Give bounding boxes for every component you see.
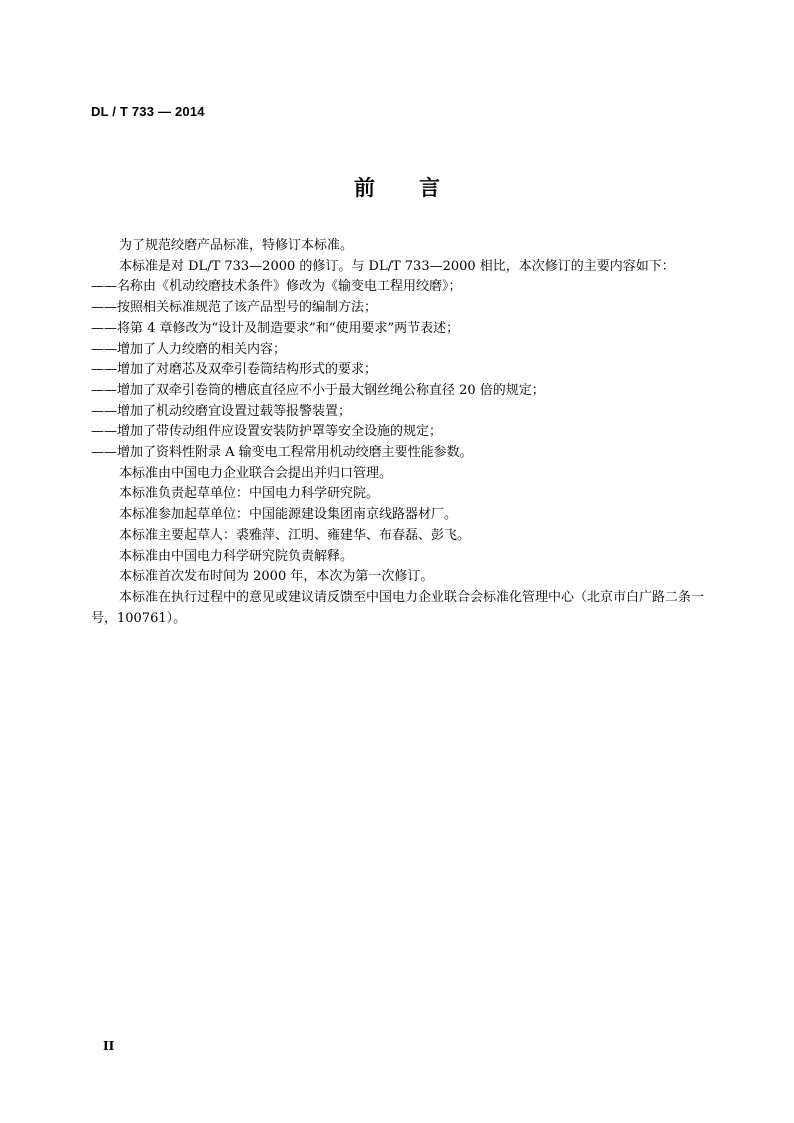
statement-line: 本标准参加起草单位：中国能源建设集团南京线路器材厂。 (119, 507, 458, 523)
change-item: ——增加了双牵引卷筒的槽底直径应不小于最大钢丝绳公称直径 20 倍的规定； (91, 382, 545, 398)
change-item: ——增加了资料性附录 A 输变电工程常用机动绞磨主要性能参数。 (91, 445, 473, 461)
statement-line: 本标准由中国电力企业联合会提出并归口管理。 (119, 465, 393, 481)
page-number: II (103, 1039, 115, 1053)
statement-line: 本标准首次发布时间为 2000 年，本次为第一次修订。 (119, 569, 434, 585)
foreword-body (91, 236, 717, 629)
statement-line: 本标准主要起草人：裘雅萍、江明、雍建华、布春磊、彭飞。 (119, 527, 471, 543)
change-item: ——增加了带传动组件应设置安装防护罩等安全设施的规定； (91, 424, 443, 440)
statement-line: 本标准负责起草单位：中国电力科学研究院。 (119, 486, 380, 502)
page-title: 前言 (354, 176, 484, 200)
intro-line: 为了规范绞磨产品标准，特修订本标准。 (119, 238, 354, 253)
statement-line: 本标准由中国电力科学研究院负责解释。 (119, 548, 354, 564)
change-item: ——名称由《机动绞磨技术条件》修改为《输变电工程用绞磨》； (91, 279, 462, 295)
change-item: ——增加了对磨芯及双牵引卷筒结构形式的要求； (91, 362, 378, 378)
change-item: ——将第 4 章修改为“设计及制造要求”和“使用要求”两节表述； (91, 320, 460, 336)
change-item: ——按照相关标准规范了该产品型号的编制方法； (91, 300, 378, 316)
change-item: ——增加了机动绞磨宜设置过载等报警装置； (91, 403, 352, 419)
intro-line: 本标准是对 DL/T 733—2000 的修订。与 DL/T 733—2000 相比，本次修订的主要内容如下： (119, 258, 675, 274)
feedback-paragraph: 本标准在执行过程中的意见或建议请反馈至中国电力企业联合会标准化管理中心（北京市白广路二条一号，100761）。 (91, 589, 705, 626)
document-code: DL / T 733 — 2014 (91, 104, 205, 119)
change-item: ——增加了人力绞磨的相关内容； (91, 341, 287, 357)
